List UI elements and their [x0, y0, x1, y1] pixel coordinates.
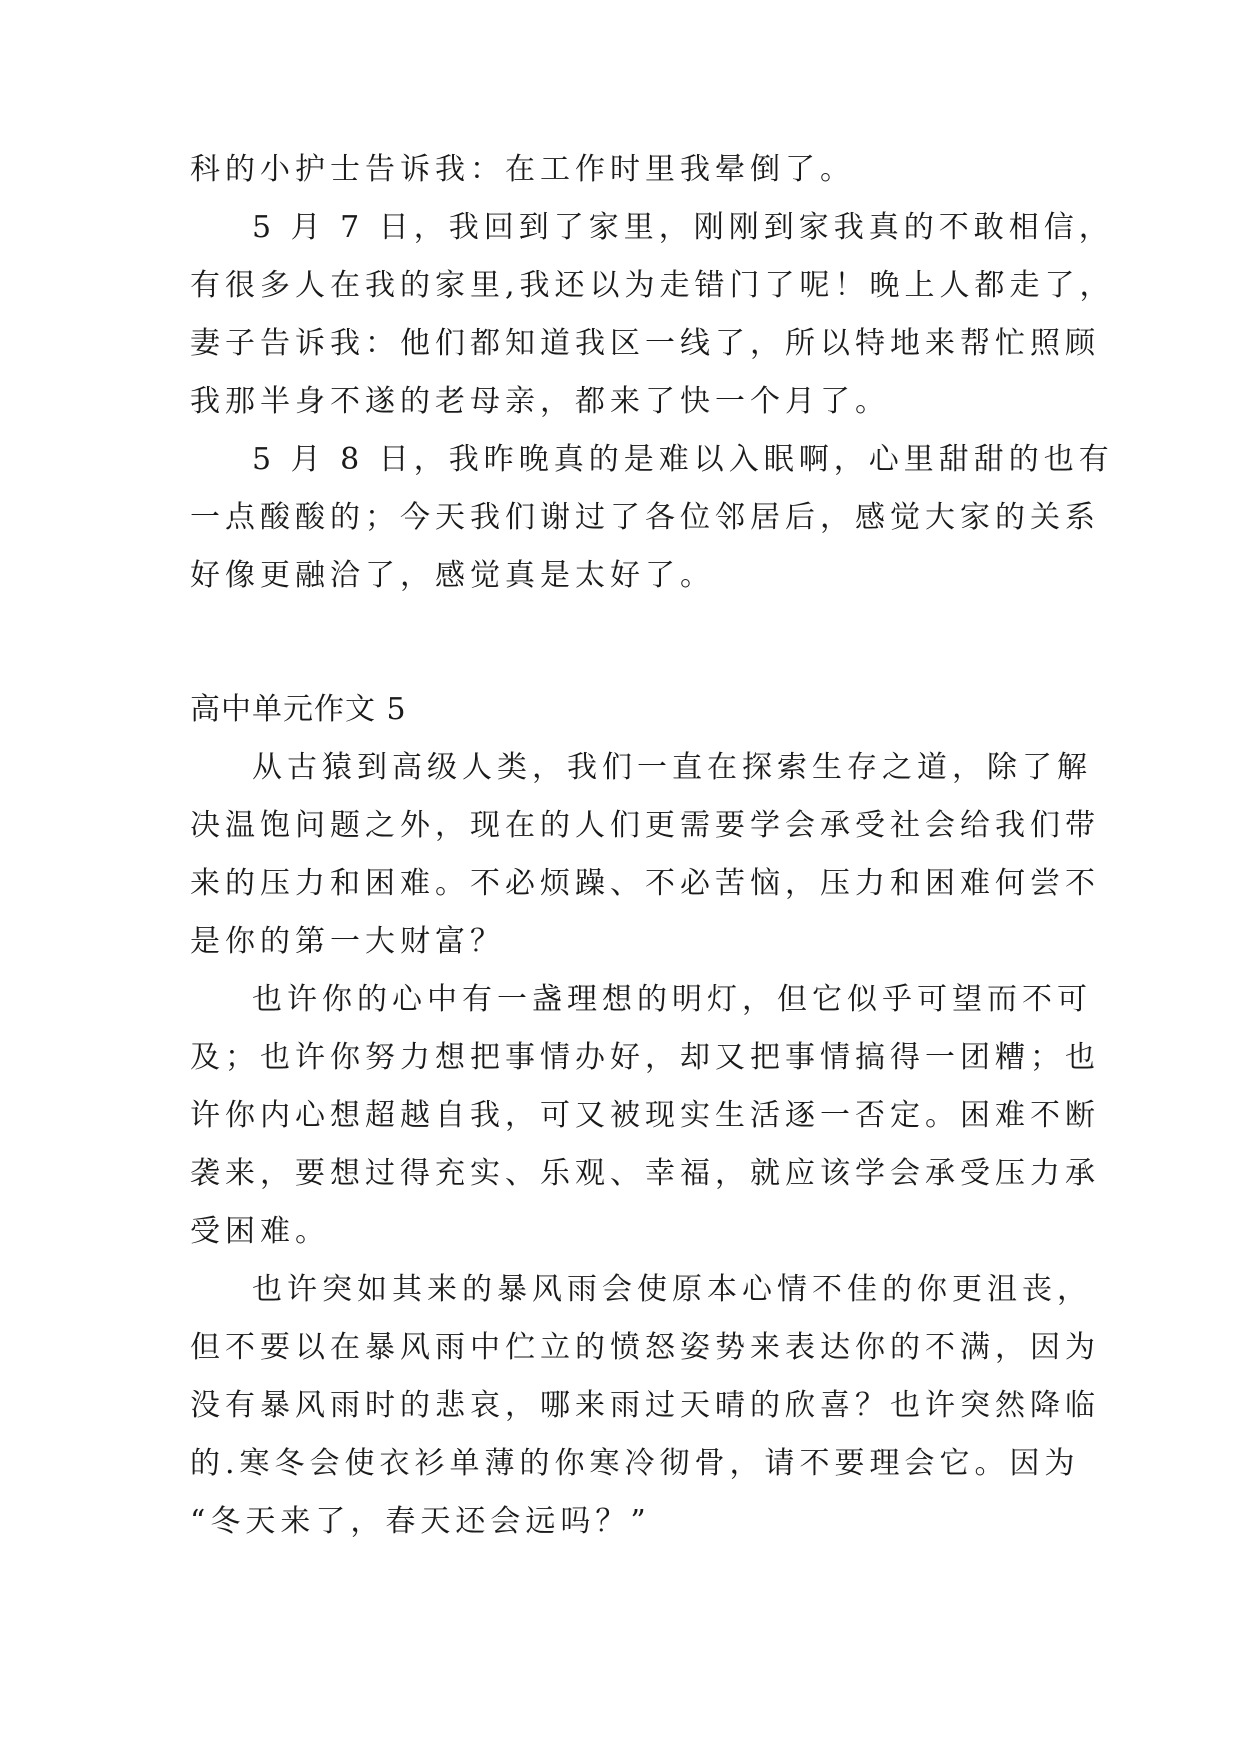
text-line-15: 及；也许你努力想把事情办好，却又把事情搞得一团糟；也	[190, 1040, 1100, 1075]
text-line-19: 也许突如其来的暴风雨会使原本心情不佳的你更沮丧，	[252, 1272, 1092, 1307]
text-line-13: 是你的第一大财富？	[190, 924, 505, 959]
text-line-3: 有很多人在我的家里,我还以为走错门了呢！晚上人都走了，	[190, 268, 1115, 303]
text-line-20: 但不要以在暴风雨中伫立的愤怒姿势来表达你的不满，因为	[190, 1330, 1100, 1365]
text-line-22: 的.寒冬会使衣衫单薄的你寒冷彻骨，请不要理会它。因为	[190, 1446, 1080, 1481]
text-line-12: 来的压力和困难。不必烦躁、不必苦恼，压力和困难何尝不	[190, 866, 1100, 901]
text-line-23: “冬天来了，春天还会远吗？”	[190, 1504, 651, 1539]
text-line-18: 受困难。	[190, 1214, 330, 1249]
text-line-14: 也许你的心中有一盏理想的明灯，但它似乎可望而不可	[252, 982, 1092, 1017]
text-line-8: 好像更融洽了，感觉真是太好了。	[190, 558, 715, 593]
text-line-7: 一点酸酸的；今天我们谢过了各位邻居后，感觉大家的关系	[190, 500, 1100, 535]
text-line-1: 科的小护士告诉我：在工作时里我晕倒了。	[190, 152, 855, 187]
text-line-10: 从古猿到高级人类，我们一直在探索生存之道，除了解	[252, 750, 1092, 785]
text-line-2: 5 月 7 日，我回到了家里，刚刚到家我真的不敢相信，	[252, 210, 1114, 245]
text-line-4: 妻子告诉我：他们都知道我区一线了，所以特地来帮忙照顾	[190, 326, 1100, 361]
text-line-6: 5 月 8 日，我昨晚真的是难以入眠啊，心里甜甜的也有	[252, 442, 1114, 477]
text-line-5: 我那半身不遂的老母亲，都来了快一个月了。	[190, 384, 890, 419]
text-line-11: 决温饱问题之外，现在的人们更需要学会承受社会给我们带	[190, 808, 1100, 843]
text-line-17: 袭来，要想过得充实、乐观、幸福，就应该学会承受压力承	[190, 1156, 1100, 1191]
text-line-21: 没有暴风雨时的悲哀，哪来雨过天晴的欣喜？也许突然降临	[190, 1388, 1100, 1423]
text-line-16: 许你内心想超越自我，可又被现实生活逐一否定。困难不断	[190, 1098, 1100, 1133]
section-heading: 高中单元作文 5	[190, 692, 407, 727]
